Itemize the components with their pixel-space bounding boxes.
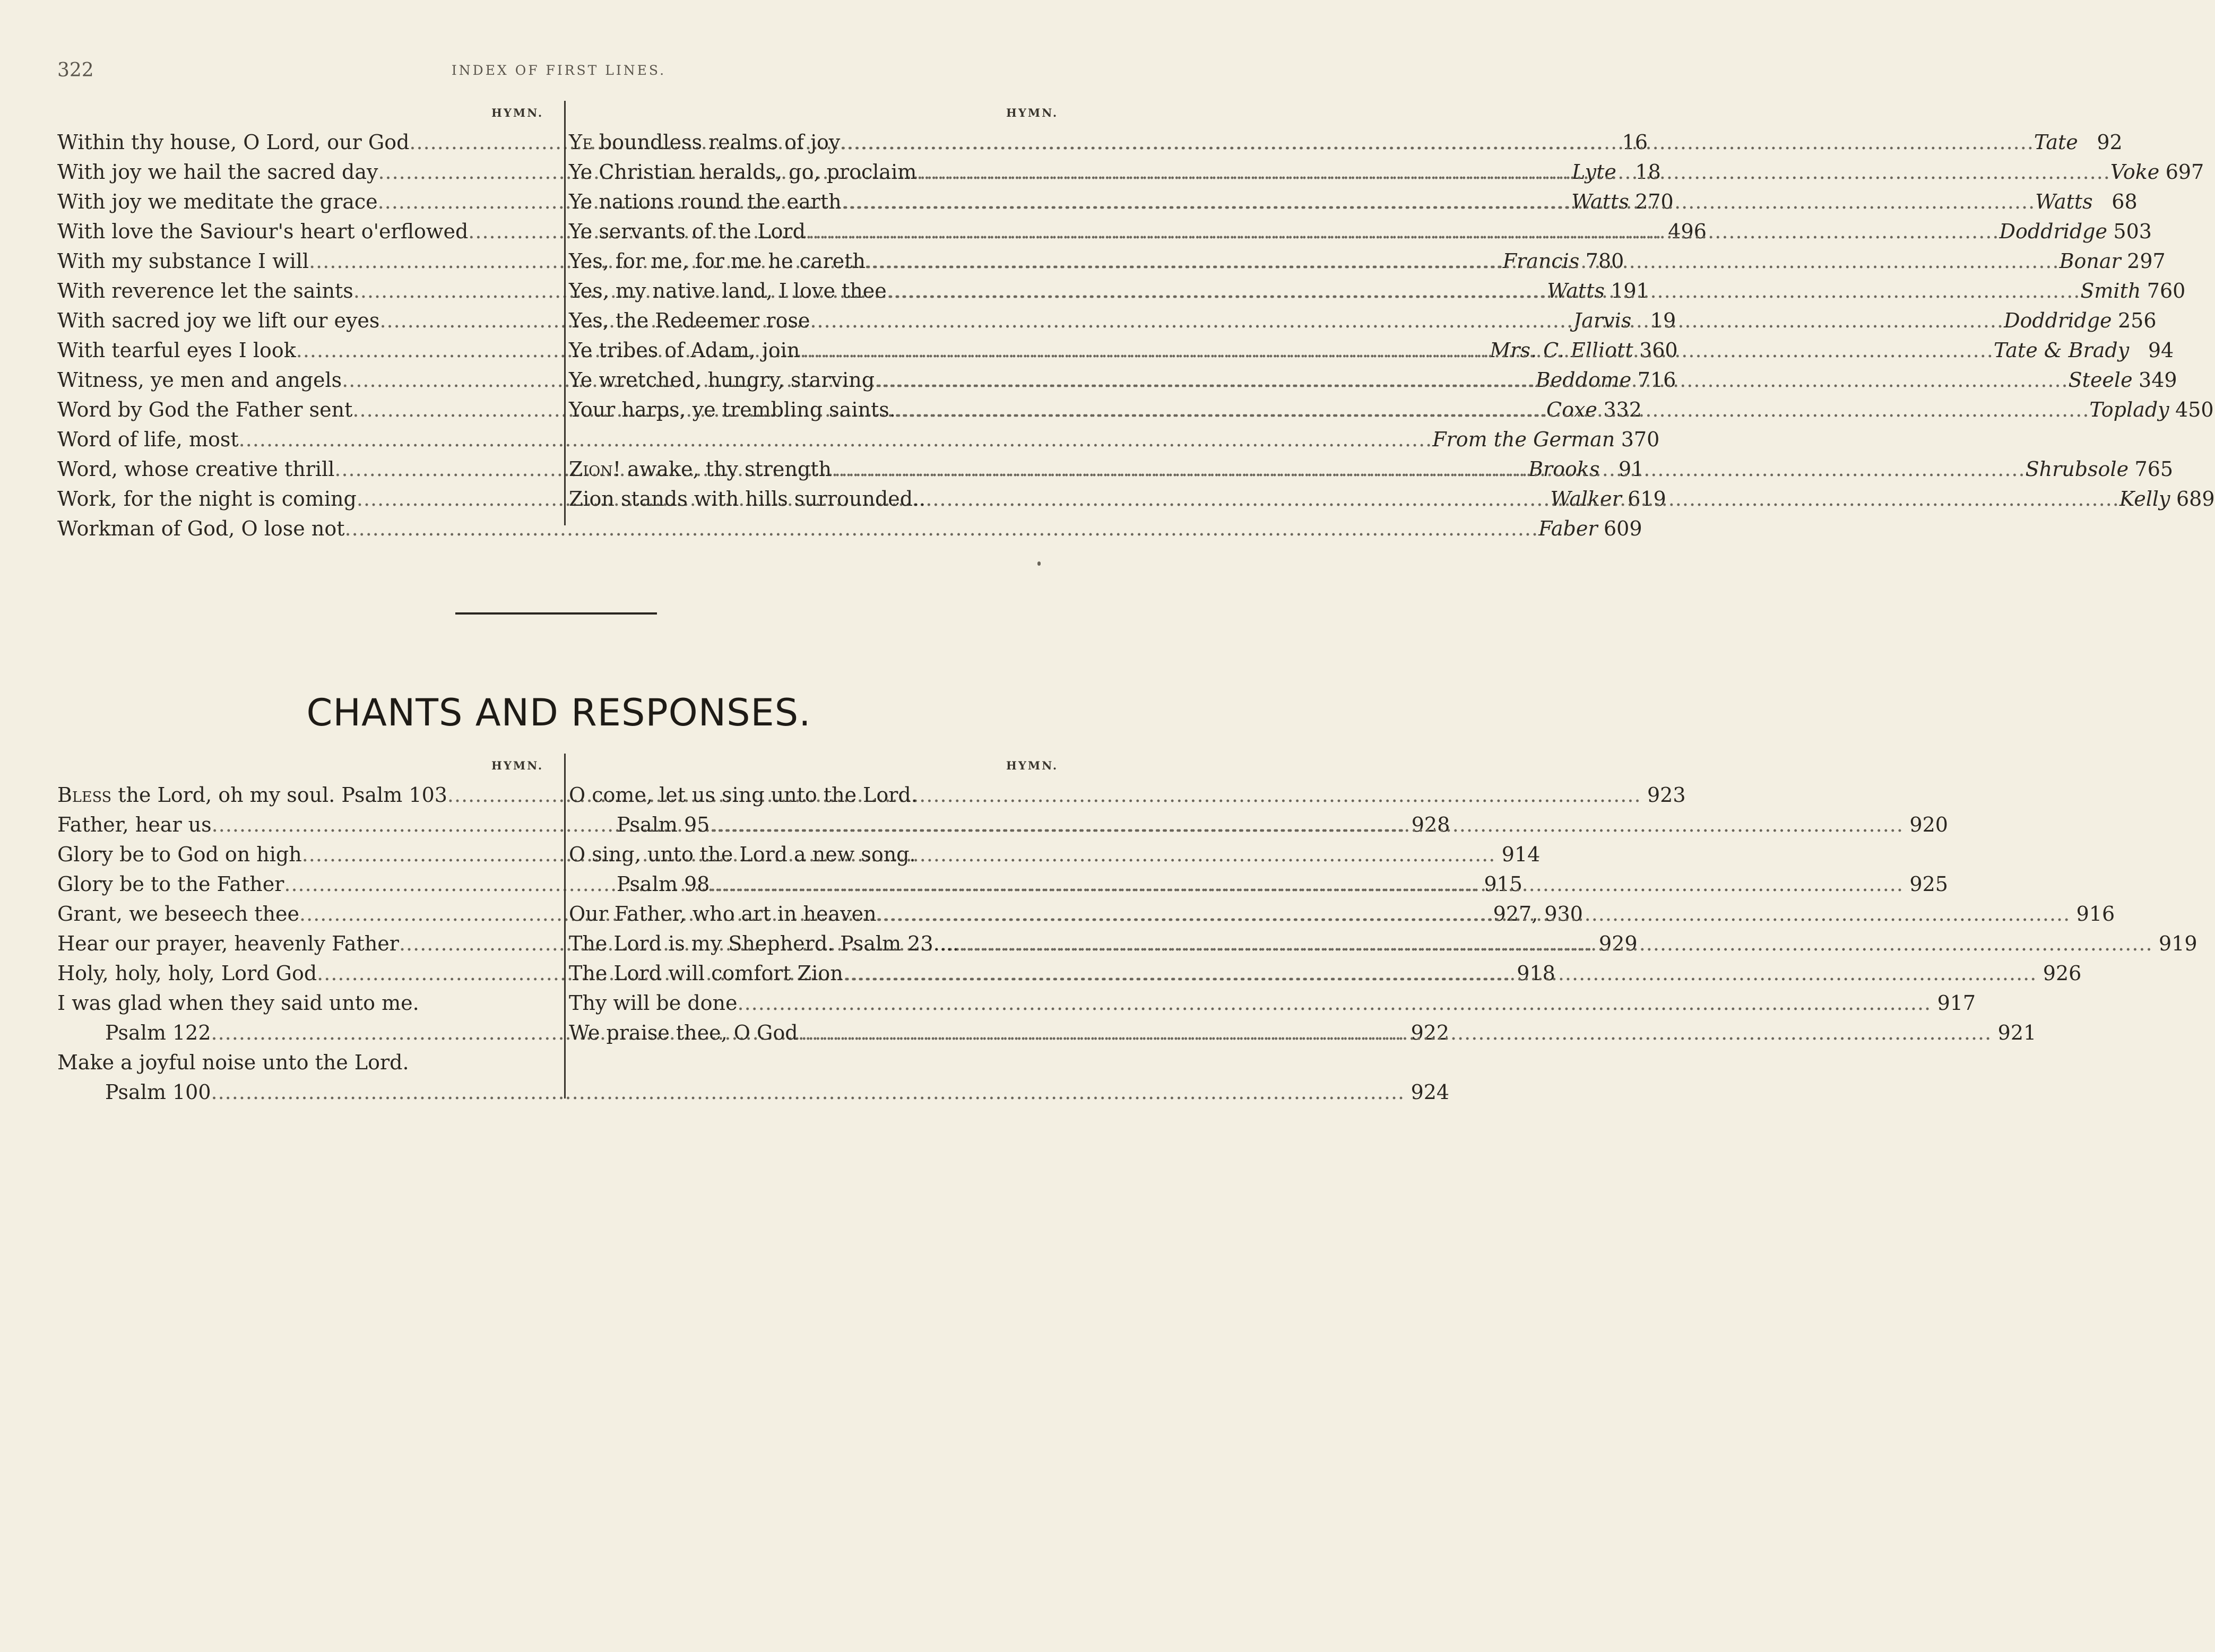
first-line-text: With reverence let the saints xyxy=(57,279,353,302)
author: Toplady xyxy=(2089,398,2169,421)
first-line-text: Psalm 98 xyxy=(617,872,710,896)
hymn-number: 923 xyxy=(1647,783,1686,807)
first-line-text: Witness, ye men and angels xyxy=(57,368,342,392)
hymn-number: 191 xyxy=(1611,279,1649,302)
author: Mrs. C. Elliott xyxy=(1490,339,1633,362)
hymn-number: 68 xyxy=(2112,190,2138,213)
dot-leader xyxy=(843,958,2037,988)
first-line-text: Ye wretched, hungry, starving xyxy=(569,368,875,392)
first-line-text: Word of life, most xyxy=(57,428,239,451)
author: Coxe xyxy=(1546,398,1597,421)
index-entry xyxy=(569,988,1976,1018)
first-line xyxy=(57,157,378,187)
hymn-number: 496 xyxy=(1668,220,1707,243)
hymn-number: 780 xyxy=(1585,249,1624,273)
running-head: INDEX OF FIRST LINES. xyxy=(451,63,667,78)
hymn-number: 349 xyxy=(2139,368,2177,392)
first-line xyxy=(57,958,317,988)
dot-leader xyxy=(806,217,2000,246)
first-line-text: With joy we hail the sacred day xyxy=(57,160,378,184)
first-line-text: the Lord, oh my soul. Psalm 103 xyxy=(111,783,447,807)
first-line-text: With my substance I will xyxy=(57,249,309,273)
ink-speck xyxy=(1037,561,1041,566)
dot-leader xyxy=(798,1018,1992,1048)
author: Bonar xyxy=(2059,249,2121,273)
first-line xyxy=(569,484,925,514)
first-line xyxy=(57,810,212,840)
hymn-number: 765 xyxy=(2134,457,2174,481)
author: Doddridge xyxy=(1999,220,2107,243)
first-line xyxy=(569,157,916,187)
dot-leader xyxy=(738,988,1932,1018)
first-line xyxy=(57,484,357,514)
hymn-number: 914 xyxy=(1501,843,1541,866)
hymn-number: 297 xyxy=(2127,249,2166,273)
first-word: Zion xyxy=(569,457,613,481)
hymn-number: 918 xyxy=(1517,962,1555,985)
author: Doddridge xyxy=(2004,309,2112,332)
first-line-text: With joy we meditate the grace xyxy=(57,190,378,213)
first-line xyxy=(57,187,378,217)
first-line-text: Zion stands with hills surrounded.. xyxy=(569,487,926,511)
author: Faber xyxy=(1538,517,1598,540)
first-line xyxy=(569,840,916,869)
hymn-number: 928 xyxy=(1411,813,1450,836)
first-line xyxy=(569,1018,798,1048)
first-line-text: Glory be to God on high xyxy=(57,843,302,866)
hymn-number: 922 xyxy=(1411,1021,1450,1044)
first-line xyxy=(57,988,419,1018)
first-line xyxy=(569,127,840,157)
first-line xyxy=(105,1077,211,1107)
hymn-number: 924 xyxy=(1411,1080,1450,1104)
column-divider xyxy=(564,101,566,525)
hymn-number: 689 xyxy=(2176,487,2215,511)
first-line-text: Our Father, who art in heaven xyxy=(569,902,877,926)
index-entry xyxy=(57,514,1642,543)
section-divider xyxy=(455,612,657,615)
hymn-number: 760 xyxy=(2147,279,2186,302)
first-line xyxy=(569,780,918,810)
first-line-text: Yes, the Redeemer rose xyxy=(569,309,810,332)
first-line-text: boundless realms of joy xyxy=(592,131,841,154)
hymn-number: 92 xyxy=(2097,131,2123,154)
author: Beddome xyxy=(1535,368,1632,392)
hymn-number: 921 xyxy=(1997,1021,2037,1044)
column-label-hymn: HYMN. xyxy=(1006,759,1059,772)
first-line xyxy=(57,840,302,869)
dot-leader xyxy=(810,306,2004,335)
hymn-number: 609 xyxy=(1603,517,1642,540)
author: Tate xyxy=(2034,131,2078,154)
first-line xyxy=(57,217,468,246)
first-line xyxy=(569,187,842,217)
dot-leader xyxy=(344,514,1538,543)
dot-leader xyxy=(896,395,2090,425)
first-line-text: Psalm 122 xyxy=(105,1021,211,1044)
hymn-number: 450 xyxy=(2175,398,2214,421)
dot-leader xyxy=(211,1077,1405,1107)
dot-leader xyxy=(842,187,2036,217)
first-line-text: With love the Saviour's heart o'erflowed xyxy=(57,220,469,243)
author: Walker xyxy=(1550,487,1622,511)
hymn-number: 920 xyxy=(1909,813,1948,836)
first-line xyxy=(569,335,800,365)
first-line-text: Word by God the Father sent xyxy=(57,398,353,421)
first-line xyxy=(617,869,710,899)
first-line xyxy=(57,454,334,484)
dot-leader xyxy=(832,454,2026,484)
first-line-text: O sing, unto the Lord a new song. xyxy=(569,843,916,866)
first-line-text: Thy will be done xyxy=(569,991,738,1015)
dot-leader xyxy=(877,899,2071,929)
author: Voke xyxy=(2110,160,2160,184)
first-line xyxy=(569,217,806,246)
first-line xyxy=(569,988,738,1018)
first-line xyxy=(569,929,959,958)
first-word: Ye xyxy=(569,131,593,154)
dot-leader xyxy=(916,157,2110,187)
hymn-number: 619 xyxy=(1628,487,1666,511)
author: Watts xyxy=(2035,190,2093,213)
first-line-text: Make a joyful noise unto the Lord. xyxy=(57,1051,409,1074)
first-line xyxy=(569,395,896,425)
first-line-text: O come, let us sing unto the Lord. xyxy=(569,783,918,807)
hymn-number: 503 xyxy=(2113,220,2152,243)
column-label-hymn: HYMN. xyxy=(491,759,544,772)
column-label-hymn: HYMN. xyxy=(491,106,544,119)
first-line-text: Within thy house, O Lord, our God xyxy=(57,131,410,154)
hymn-number: 929 xyxy=(1599,932,1638,955)
first-line xyxy=(569,365,875,395)
page-number: 322 xyxy=(57,59,94,81)
first-line xyxy=(105,1018,211,1048)
hymn-number: 256 xyxy=(2117,309,2157,332)
hymn-number: 919 xyxy=(2159,932,2197,955)
index-entry xyxy=(57,1048,556,1077)
first-line-text: Yes, for me, for me he careth xyxy=(569,249,866,273)
author: Lyte xyxy=(1572,160,1616,184)
first-line-text: With sacred joy we lift our eyes xyxy=(57,309,380,332)
first-line-text: Yes, my native land, I love thee xyxy=(569,279,887,302)
first-line xyxy=(569,454,832,484)
author: Watts xyxy=(1571,190,1629,213)
hymn-number: 925 xyxy=(1909,872,1948,896)
first-word: Bless xyxy=(57,783,112,807)
first-line xyxy=(57,1048,409,1077)
first-line-text: Your harps, ye trembling saints. xyxy=(569,398,896,421)
hymn-number: 917 xyxy=(1937,991,1976,1015)
index-entry xyxy=(57,1077,1450,1107)
hymn-number: 270 xyxy=(1635,190,1674,213)
hymn-number: 91 xyxy=(1619,457,1645,481)
first-line-text: Holy, holy, holy, Lord God xyxy=(57,962,317,985)
first-line xyxy=(57,869,284,899)
dot-leader xyxy=(887,276,2081,306)
dot-leader xyxy=(710,869,1903,899)
first-line xyxy=(57,514,344,543)
hymn-number: 94 xyxy=(2148,339,2174,362)
first-line-text: Ye servants of the Lord xyxy=(569,220,806,243)
first-line xyxy=(57,246,309,276)
hymn-number: 19 xyxy=(1650,309,1676,332)
first-line xyxy=(57,276,353,306)
first-line xyxy=(57,425,239,454)
first-line-text: Psalm 100 xyxy=(105,1080,211,1104)
column-label-hymn: HYMN. xyxy=(1006,106,1059,119)
index-entry xyxy=(57,425,1660,454)
dot-leader xyxy=(925,484,2119,514)
first-line xyxy=(617,810,710,840)
index-entry xyxy=(57,988,556,1018)
first-line-text: Ye tribes of Adam, join xyxy=(569,339,800,362)
author: Brooks xyxy=(1528,457,1600,481)
section-title: CHANTS AND RESPONSES. xyxy=(306,691,811,734)
dot-leader xyxy=(840,127,2034,157)
first-line xyxy=(57,365,342,395)
first-line-text: The Lord will comfort Zion xyxy=(569,962,843,985)
author: From the German xyxy=(1432,428,1615,451)
first-line-text: Psalm 95 xyxy=(617,813,710,836)
first-line-text: ! awake, thy strength xyxy=(612,457,832,481)
hymn-number: 18 xyxy=(1635,160,1661,184)
first-line-text: Workman of God, O lose not xyxy=(57,517,345,540)
index-entry xyxy=(569,840,1062,869)
first-line xyxy=(57,127,409,157)
first-line xyxy=(57,335,296,365)
hymn-number: 16 xyxy=(1622,131,1648,154)
hymn-number: 332 xyxy=(1603,398,1642,421)
first-line-text: Word, whose creative thrill xyxy=(57,457,335,481)
index-entry xyxy=(569,780,1062,810)
author: Steele xyxy=(2068,368,2133,392)
first-line-text: With tearful eyes I look xyxy=(57,339,296,362)
hymn-number: 916 xyxy=(2076,902,2115,926)
first-line-text: The Lord is my Shepherd. Psalm 23.... xyxy=(569,932,959,955)
author: Kelly xyxy=(2119,487,2170,511)
hymn-number: 370 xyxy=(1621,428,1660,451)
author: Smith xyxy=(2080,279,2141,302)
first-line-text: Father, hear us xyxy=(57,813,212,836)
first-line xyxy=(57,395,352,425)
dot-leader xyxy=(875,365,2069,395)
first-line xyxy=(569,958,843,988)
author: Francis xyxy=(1502,249,1580,273)
hymn-number: 926 xyxy=(2043,962,2082,985)
first-line xyxy=(569,246,866,276)
first-line xyxy=(569,306,810,335)
dot-leader xyxy=(800,335,1994,365)
first-line-text: We praise thee, O God xyxy=(569,1021,798,1044)
first-line-text: I was glad when they said unto me. xyxy=(57,991,419,1015)
hymn-number: 927, 930 xyxy=(1493,902,1583,926)
first-line xyxy=(569,276,887,306)
author: Tate & Brady xyxy=(1993,339,2130,362)
first-line-text: Glory be to the Father xyxy=(57,872,284,896)
author: Shrubsole xyxy=(2025,457,2129,481)
hymn-number: 716 xyxy=(1637,368,1676,392)
dot-leader xyxy=(710,810,1903,840)
first-line-text: Hear our prayer, heavenly Father xyxy=(57,932,399,955)
hymn-number: 697 xyxy=(2165,160,2204,184)
first-line xyxy=(57,899,299,929)
dot-leader xyxy=(866,246,2060,276)
first-line-text: Work, for the night is coming xyxy=(57,487,357,511)
first-line xyxy=(57,306,379,335)
dot-leader xyxy=(959,929,2153,958)
hymn-number: 360 xyxy=(1639,339,1678,362)
first-line-text: Grant, we beseech thee xyxy=(57,902,300,926)
column-divider xyxy=(564,754,566,1099)
first-line-text: Ye Christian heralds, go, proclaim xyxy=(569,160,917,184)
first-line xyxy=(57,929,399,958)
first-line xyxy=(57,780,447,810)
author: Watts xyxy=(1547,279,1605,302)
first-line xyxy=(569,899,877,929)
hymn-number: 915 xyxy=(1484,872,1522,896)
author: Jarvis xyxy=(1573,309,1632,332)
first-line-text: Ye nations round the earth xyxy=(569,190,842,213)
